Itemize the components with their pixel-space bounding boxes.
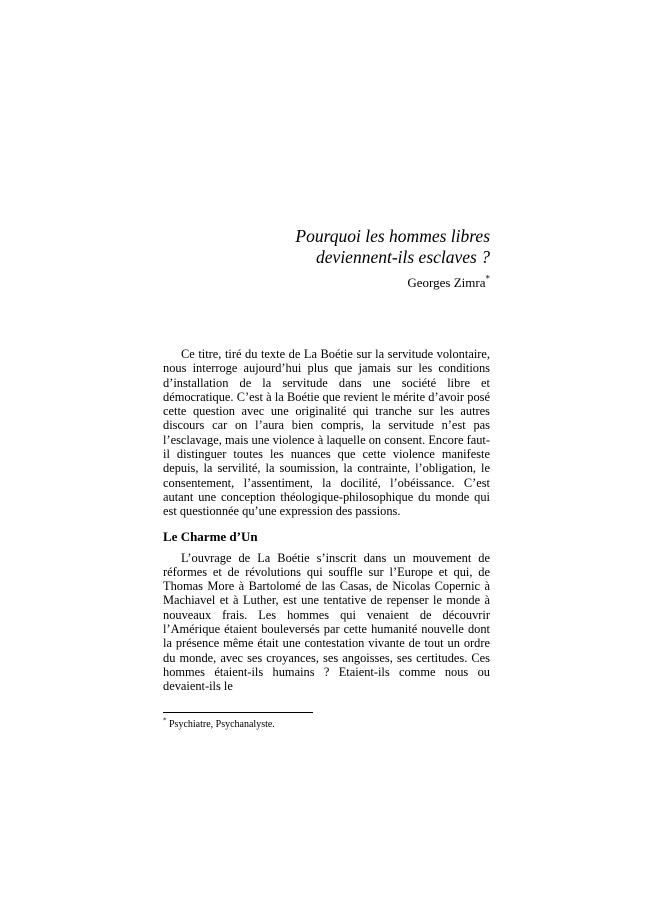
body-paragraph-1: Ce titre, tiré du texte de La Boétie sur la servitude volontaire, nous interroge aujourd’hui plus que jamais sur les conditions d’installation de la servitude dans une société libre et démocratique. C’est à la Boétie que revient le mérite d’avoir posé cette question avec une originalité qui tranche sur les autres discours car on l’aura bien compris, la servitude n’est pas l’esclavage, mais une violence à laquelle on consent. Encore faut-il distinguer toutes les nuances que cette violence manifeste depuis, la servilité, la soumission, la contrainte, l’obligation, le consentement, l’assentiment, la docilité, l’obéissance. C’est autant une conception théologique-philosophique du monde qui est questionnée qu’une expression des passions. bbox=[163, 347, 490, 519]
title-line-2: deviennent-ils esclaves ? bbox=[316, 247, 490, 267]
author-line bbox=[163, 275, 490, 291]
section-heading: Le Charme d’Un bbox=[163, 528, 258, 544]
footnote-area bbox=[163, 712, 490, 731]
footnote-text bbox=[163, 716, 490, 731]
body-paragraph-2: L’ouvrage de La Boétie s’inscrit dans un mouvement de réformes et de révolutions qui souffle sur l’Europe et qui, de Thomas More à Bartolomé de las Casas, de Nicolas Copernic à Machiavel et à Luther, est une tentative de repenser le monde à nouveaux frais. Les hommes qui venaient de découvrir l’Amérique étaient bouleversés par cette humanité nouvelle dont la présence même était une contestation vivante de tout un ordre du monde, avec ses croyances, ses angoisses, ses certitudes. Ces hommes étaient-ils humains ? Etaient-ils comme nous ou devaient-ils le bbox=[163, 550, 490, 694]
footnote-mark: * bbox=[163, 716, 167, 725]
footnote-label: Psychiatre, Psychanalyste. bbox=[169, 719, 275, 730]
text-column bbox=[163, 226, 490, 694]
page-title bbox=[163, 226, 490, 268]
footnote-rule bbox=[163, 712, 313, 713]
title-line-1: Pourquoi les hommes libres bbox=[295, 226, 490, 246]
author-footnote-mark: * bbox=[485, 273, 490, 284]
author-name: Georges Zimra bbox=[407, 275, 486, 290]
